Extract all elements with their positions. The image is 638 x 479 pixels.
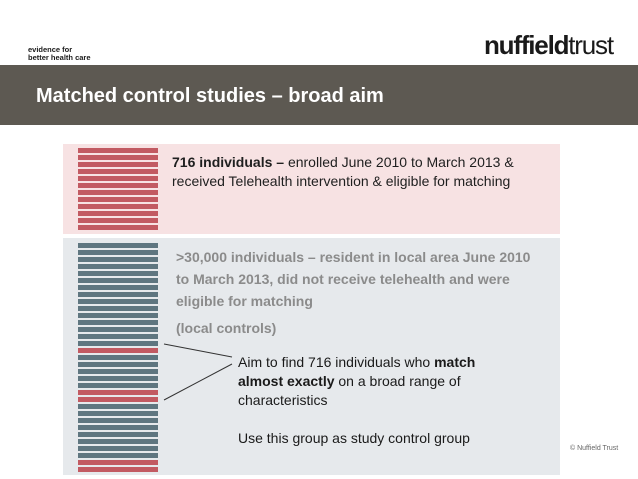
- controls-stripe: [78, 257, 158, 262]
- intervention-stripe: [78, 183, 158, 188]
- controls-stripe: [78, 334, 158, 339]
- intervention-stripe: [78, 204, 158, 209]
- controls-stripe: [78, 383, 158, 388]
- controls-stripe: [78, 362, 158, 367]
- aim-suffix: on a broad range of characteristics: [238, 373, 461, 408]
- local-controls-label: (local controls): [176, 320, 277, 336]
- tagline-line-1: evidence for: [28, 45, 73, 54]
- aim-text: [238, 353, 518, 410]
- connector-lines: [160, 340, 240, 410]
- controls-stripe: [78, 390, 158, 395]
- intervention-stripe: [78, 155, 158, 160]
- intervention-stripe: [78, 218, 158, 223]
- controls-stripe: [78, 404, 158, 409]
- intervention-stripe: [78, 162, 158, 167]
- aim-prefix: Aim to find 716 individuals who: [238, 354, 435, 370]
- controls-stripe: [78, 355, 158, 360]
- slide-title: Matched control studies – broad aim: [36, 85, 384, 107]
- controls-stripe: [78, 453, 158, 458]
- controls-text: >30,000 individuals – resident in local area June 2010 to March 2013, did not receive telehealth and were eligible for matching: [176, 249, 531, 309]
- nuffield-trust-logo: [484, 30, 613, 61]
- controls-stripe: [78, 320, 158, 325]
- intervention-rest: enrolled June 2010 to March 2013 & received Telehealth intervention & eligible for matching: [172, 154, 514, 189]
- intervention-stripe: [78, 190, 158, 195]
- logo-part-1: nuffield: [484, 30, 569, 60]
- tagline-line-2: better health care: [28, 53, 91, 62]
- controls-stripe: [78, 278, 158, 283]
- controls-stripe: [78, 264, 158, 269]
- tagline: [28, 46, 91, 62]
- controls-stripe: [78, 460, 158, 465]
- controls-stripe: [78, 341, 158, 346]
- intervention-bold: 716 individuals –: [172, 154, 285, 170]
- intervention-stripe: [78, 148, 158, 153]
- intervention-stripe: [78, 176, 158, 181]
- controls-stripe: [78, 418, 158, 423]
- controls-stripe: [78, 376, 158, 381]
- intervention-stripe: [78, 225, 158, 230]
- intervention-stripe: [78, 197, 158, 202]
- controls-stripe: [78, 327, 158, 332]
- intervention-stripe: [78, 169, 158, 174]
- connector-line-bottom: [164, 364, 232, 400]
- controls-stripe: [78, 425, 158, 430]
- controls-stripe: [78, 369, 158, 374]
- controls-stripe: [78, 439, 158, 444]
- controls-stripe: [78, 306, 158, 311]
- intervention-stripes: [78, 148, 158, 232]
- intervention-text: [172, 153, 557, 191]
- aim-bold: match almost exactly: [238, 354, 476, 389]
- connector-line-top: [164, 344, 232, 357]
- controls-stripe: [78, 397, 158, 402]
- controls-stripe: [78, 299, 158, 304]
- intervention-stripe: [78, 211, 158, 216]
- title-bar: [0, 65, 638, 125]
- controls-stripe: [78, 467, 158, 472]
- logo-part-2: trust: [568, 30, 613, 60]
- controls-stripes: [78, 243, 158, 474]
- use-text: Use this group as study control group: [238, 430, 470, 446]
- controls-stripe: [78, 348, 158, 353]
- controls-stripe: [78, 271, 158, 276]
- controls-stripe: [78, 243, 158, 248]
- controls-stripe: [78, 446, 158, 451]
- copyright: © Nuffield Trust: [570, 445, 619, 452]
- controls-stripe: [78, 292, 158, 297]
- controls-stripe: [78, 411, 158, 416]
- controls-stripe: [78, 285, 158, 290]
- controls-stripe: [78, 250, 158, 255]
- controls-stripe: [78, 432, 158, 437]
- controls-stripe: [78, 313, 158, 318]
